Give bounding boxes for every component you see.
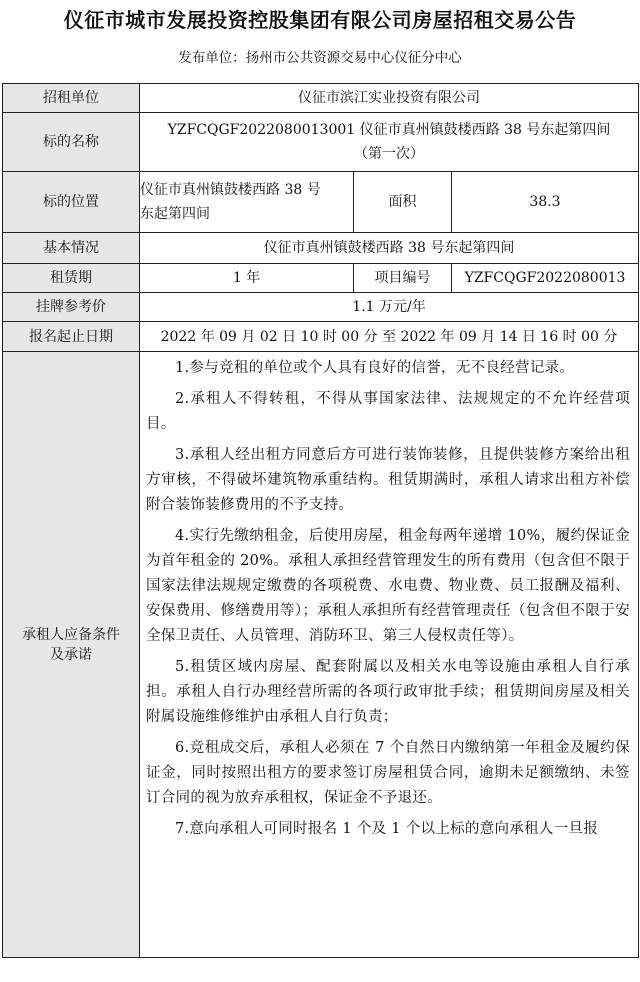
item-name-line1: YZFCQGF2022080013001 仪征市真州镇鼓楼西路 38 号东起第四间 bbox=[167, 122, 611, 138]
page-title: 仪征市城市发展投资控股集团有限公司房屋招租交易公告 bbox=[63, 8, 577, 32]
row-location bbox=[3, 172, 639, 233]
registration-period-label: 报名起止日期 bbox=[3, 322, 140, 352]
registration-period-value: 2022 年 09 月 02 日 10 时 00 分 至 2022 年 09 月 14 日 16 时 00 分 bbox=[140, 322, 639, 352]
reference-price-value: 1.1 万元/年 bbox=[140, 293, 639, 322]
location-label: 标的位置 bbox=[3, 172, 140, 233]
conditions-label-line2: 及承诺 bbox=[50, 646, 92, 663]
row-lease-term bbox=[3, 264, 639, 293]
lessor-label: 招租单位 bbox=[3, 84, 140, 113]
location-line1: 仪征市真州镇鼓楼西路 38 号 bbox=[140, 182, 321, 198]
row-item-name bbox=[3, 113, 639, 172]
area-value: 38.3 bbox=[452, 172, 639, 233]
reference-price-label: 挂牌参考价 bbox=[3, 293, 140, 322]
announcement-table bbox=[2, 83, 639, 958]
condition-item: 3.承租人经出租方同意后方可进行装饰装修，且提供装修方案给出租方审核，不得破坏建筑物承重结构。租赁期满时，承租人请求出租方补偿附合装饰装修费用的不予支持。 bbox=[146, 447, 630, 513]
conditions-label-line1: 承租人应备条件 bbox=[22, 626, 120, 643]
project-number-value: YZFCQGF2022080013 bbox=[452, 264, 639, 293]
lease-term-value: 1 年 bbox=[140, 264, 354, 293]
row-lessor bbox=[3, 84, 639, 113]
item-name-value bbox=[140, 113, 639, 172]
row-conditions bbox=[3, 352, 639, 958]
basic-info-label: 基本情况 bbox=[3, 233, 140, 264]
condition-item: 1.参与竞租的单位或个人具有良好的信誉，无不良经营记录。 bbox=[175, 360, 575, 376]
row-reference-price bbox=[3, 293, 639, 322]
item-name-label: 标的名称 bbox=[3, 113, 140, 172]
project-number-label: 项目编号 bbox=[354, 264, 452, 293]
lease-term-label: 租赁期 bbox=[3, 264, 140, 293]
area-label: 面积 bbox=[354, 172, 452, 233]
condition-item: 2.承租人不得转租，不得从事国家法律、法规规定的不允许经营项目。 bbox=[146, 391, 630, 432]
conditions-value bbox=[140, 352, 639, 958]
condition-item: 5.租赁区域内房屋、配套附属以及相关水电等设施由承租人自行承担。承租人自行办理经营所需的各项行政审批手续；租赁期间房屋及相关附属设施维修维护由承租人自行负责； bbox=[146, 659, 630, 725]
location-line2: 东起第四间 bbox=[140, 206, 210, 222]
publisher-line: 发布单位：扬州市公共资源交易中心仪征分中心 bbox=[178, 50, 462, 66]
condition-item: 7.意向承租人可同时报名 1 个及 1 个以上标的意向承租人一旦报 bbox=[175, 821, 599, 837]
condition-item: 6.竞租成交后，承租人必须在 7 个自然日内缴纳第一年租金及履约保证金，同时按照出租方的要求签订房屋租赁合同，逾期未足额缴纳、未签订合同的视为放弃承租权，保证金不予退还。 bbox=[146, 740, 630, 806]
lessor-value: 仪征市滨江实业投资有限公司 bbox=[140, 84, 639, 113]
row-registration-period bbox=[3, 322, 639, 352]
conditions-label bbox=[3, 352, 140, 958]
basic-info-value: 仪征市真州镇鼓楼西路 38 号东起第四间 bbox=[140, 233, 639, 264]
location-value bbox=[140, 172, 354, 233]
condition-item: 4.实行先缴纳租金，后使用房屋，租金每两年递增 10%，履约保证金为首年租金的 20%。承租人承担经营管理发生的所有费用（包含但不限于国家法律法规规定缴费的各项税费、水电费、物业费、员工报酬及福利、安保费用、修缮费用等）；承租人承担所有经营管理责任（包含但不限于安全保卫责任、人员管理、消防环卫、第三人侵权责任等）。 bbox=[146, 528, 630, 644]
row-basic-info bbox=[3, 233, 639, 264]
item-name-line2: （第一次） bbox=[354, 146, 424, 162]
